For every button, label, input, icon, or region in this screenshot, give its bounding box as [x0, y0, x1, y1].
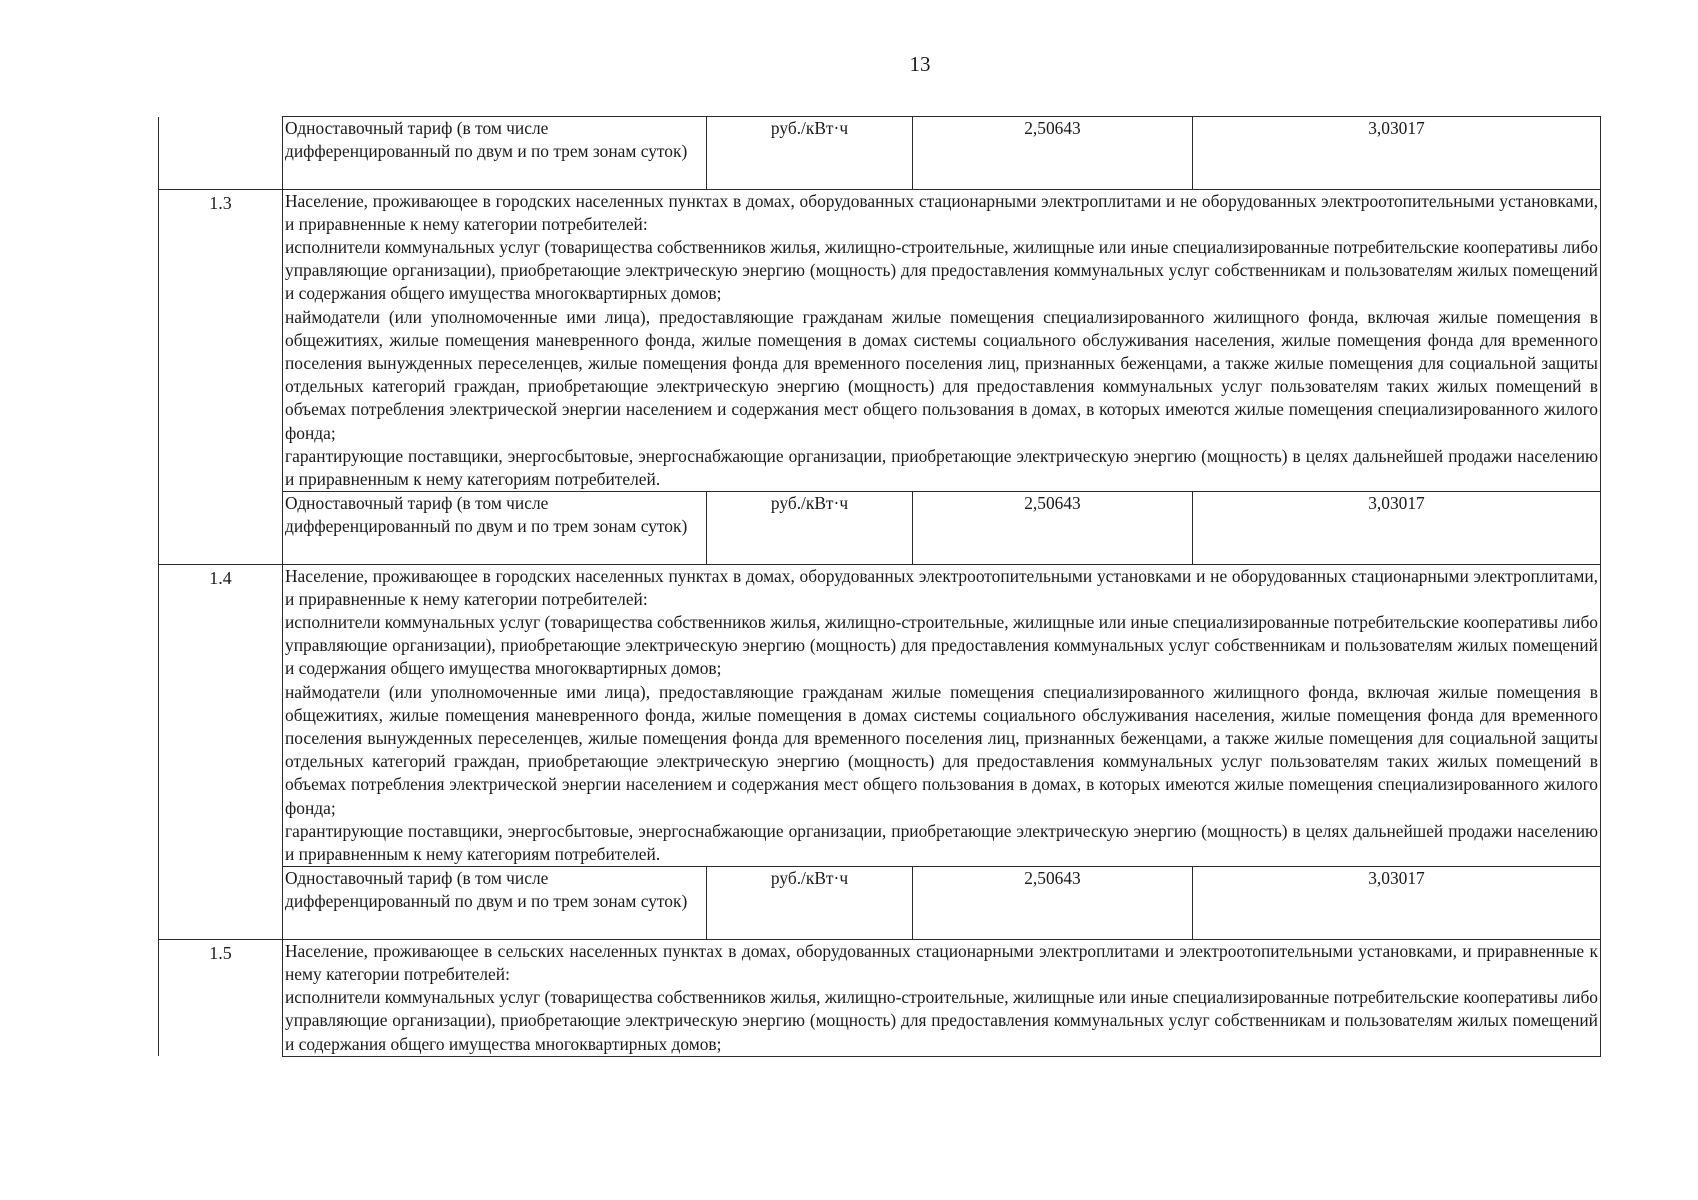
tariff-unit: руб./кВт·ч	[707, 117, 913, 190]
row-number: 1.5	[159, 939, 283, 1056]
row-number: 1.4	[159, 564, 283, 867]
category-paragraph: гарантирующие поставщики, энергосбытовые, энергоснабжающие организации, приобретающие электрическую энергию (мощность) в целях дальнейшей продажи населению и приравненным к нему категориям потребителей.	[285, 820, 1598, 865]
page-number: 13	[909, 52, 931, 76]
row-number: 1.3	[159, 189, 283, 492]
category-paragraph: Население, проживающее в сельских населенных пунктах в домах, оборудованных стационарными электроплитами и электроотопительными установками, и приравненные к нему категории потребителей:	[285, 940, 1598, 984]
category-paragraph: наймодатели (или уполномоченные ими лица), предоставляющие гражданам жилые помещения специализированного жилищного фонда, включая жилые помещения в общежитиях, жилые помещения маневренного фонда, жилые помещения в домах системы социального обслуживания населения, жилые помещения фонда для временного поселения вынужденных переселенцев, жилые помещения фонда для временного поселения лиц, признанных беженцами, а также жилые помещения для социальной защиты отдельных категорий граждан, приобретающие электрическую энергию (мощность) для предоставления коммунальных услуг пользователям таких жилых помещений в объемах потребления электрической энергии населением и содержания мест общего пользования в домах, в которых имеются жилые помещения специализированного жилого фонда;	[285, 681, 1598, 818]
tariff-table	[158, 116, 1601, 1057]
tariff-value-2: 3,03017	[1193, 867, 1601, 940]
tariff-value-1: 2,50643	[913, 117, 1193, 190]
category-row	[159, 564, 1601, 867]
tariff-label: Одноставочный тариф (в том числе дифференцированный по двум и по трем зонам суток)	[283, 867, 707, 940]
tariff-value-1: 2,50643	[913, 867, 1193, 940]
tariff-label: Одноставочный тариф (в том числе дифференцированный по двум и по трем зонам суток)	[283, 492, 707, 565]
tariff-value-2: 3,03017	[1193, 117, 1601, 190]
category-description	[283, 564, 1601, 867]
tariff-row	[159, 117, 1601, 190]
tariff-row	[159, 867, 1601, 940]
row-number	[159, 867, 283, 940]
category-paragraph: исполнители коммунальных услуг (товарищества собственников жилья, жилищно-строительные, жилищные или иные специализированные потребительские кооперативы либо управляющие организации), приобретающие электрическую энергию (мощность) для предоставления коммунальных услуг собственникам и пользователям жилых помещений и содержания общего имущества многоквартирных домов;	[285, 987, 1598, 1054]
category-description	[283, 939, 1601, 1056]
row-number	[159, 117, 283, 190]
tariff-row	[159, 492, 1601, 565]
tariff-value-2: 3,03017	[1193, 492, 1601, 565]
category-paragraph: гарантирующие поставщики, энергосбытовые, энергоснабжающие организации, приобретающие электрическую энергию (мощность) в целях дальнейшей продажи населению и приравненным к нему категориям потребителей.	[285, 445, 1598, 489]
category-paragraph: наймодатели (или уполномоченные ими лица), предоставляющие гражданам жилые помещения специализированного жилищного фонда, включая жилые помещения в общежитиях, жилые помещения маневренного фонда, жилые помещения в домах системы социального обслуживания населения, жилые помещения фонда для временного поселения вынужденных переселенцев, жилые помещения фонда для временного поселения лиц, признанных беженцами, а также жилые помещения для социальной защиты отдельных категорий граждан, приобретающие электрическую энергию (мощность) для предоставления коммунальных услуг пользователям таких жилых помещений в объемах потребления электрической энергии населением и содержания мест общего пользования в домах, в которых имеются жилые помещения специализированного жилого фонда;	[285, 306, 1598, 443]
tariff-unit: руб./кВт·ч	[707, 867, 913, 940]
category-paragraph: Население, проживающее в городских населенных пунктах в домах, оборудованных электроотопительными установками и не оборудованных стационарными электроплитами, и приравненные к нему категории потребителей:	[285, 565, 1598, 609]
category-row	[159, 189, 1601, 492]
tariff-unit: руб./кВт·ч	[707, 492, 913, 565]
row-number	[159, 492, 283, 565]
category-description	[283, 189, 1601, 492]
category-paragraph: исполнители коммунальных услуг (товарищества собственников жилья, жилищно-строительные, жилищные или иные специализированные потребительские кооперативы либо управляющие организации), приобретающие электрическую энергию (мощность) для предоставления коммунальных услуг собственникам и пользователям жилых помещений и содержания общего имущества многоквартирных домов;	[285, 612, 1598, 679]
category-paragraph: исполнители коммунальных услуг (товарищества собственников жилья, жилищно-строительные, жилищные или иные специализированные потребительские кооперативы либо управляющие организации), приобретающие электрическую энергию (мощность) для предоставления коммунальных услуг собственникам и пользователям жилых помещений и содержания общего имущества многоквартирных домов;	[285, 236, 1598, 304]
tariff-label: Одноставочный тариф (в том числе дифференцированный по двум и по трем зонам суток)	[283, 117, 707, 190]
category-row	[159, 939, 1601, 1056]
category-paragraph: Население, проживающее в городских населенных пунктах в домах, оборудованных стационарными электроплитами и не оборудованных электроотопительными установками, и приравненные к нему категории потребителей:	[285, 190, 1598, 234]
tariff-value-1: 2,50643	[913, 492, 1193, 565]
